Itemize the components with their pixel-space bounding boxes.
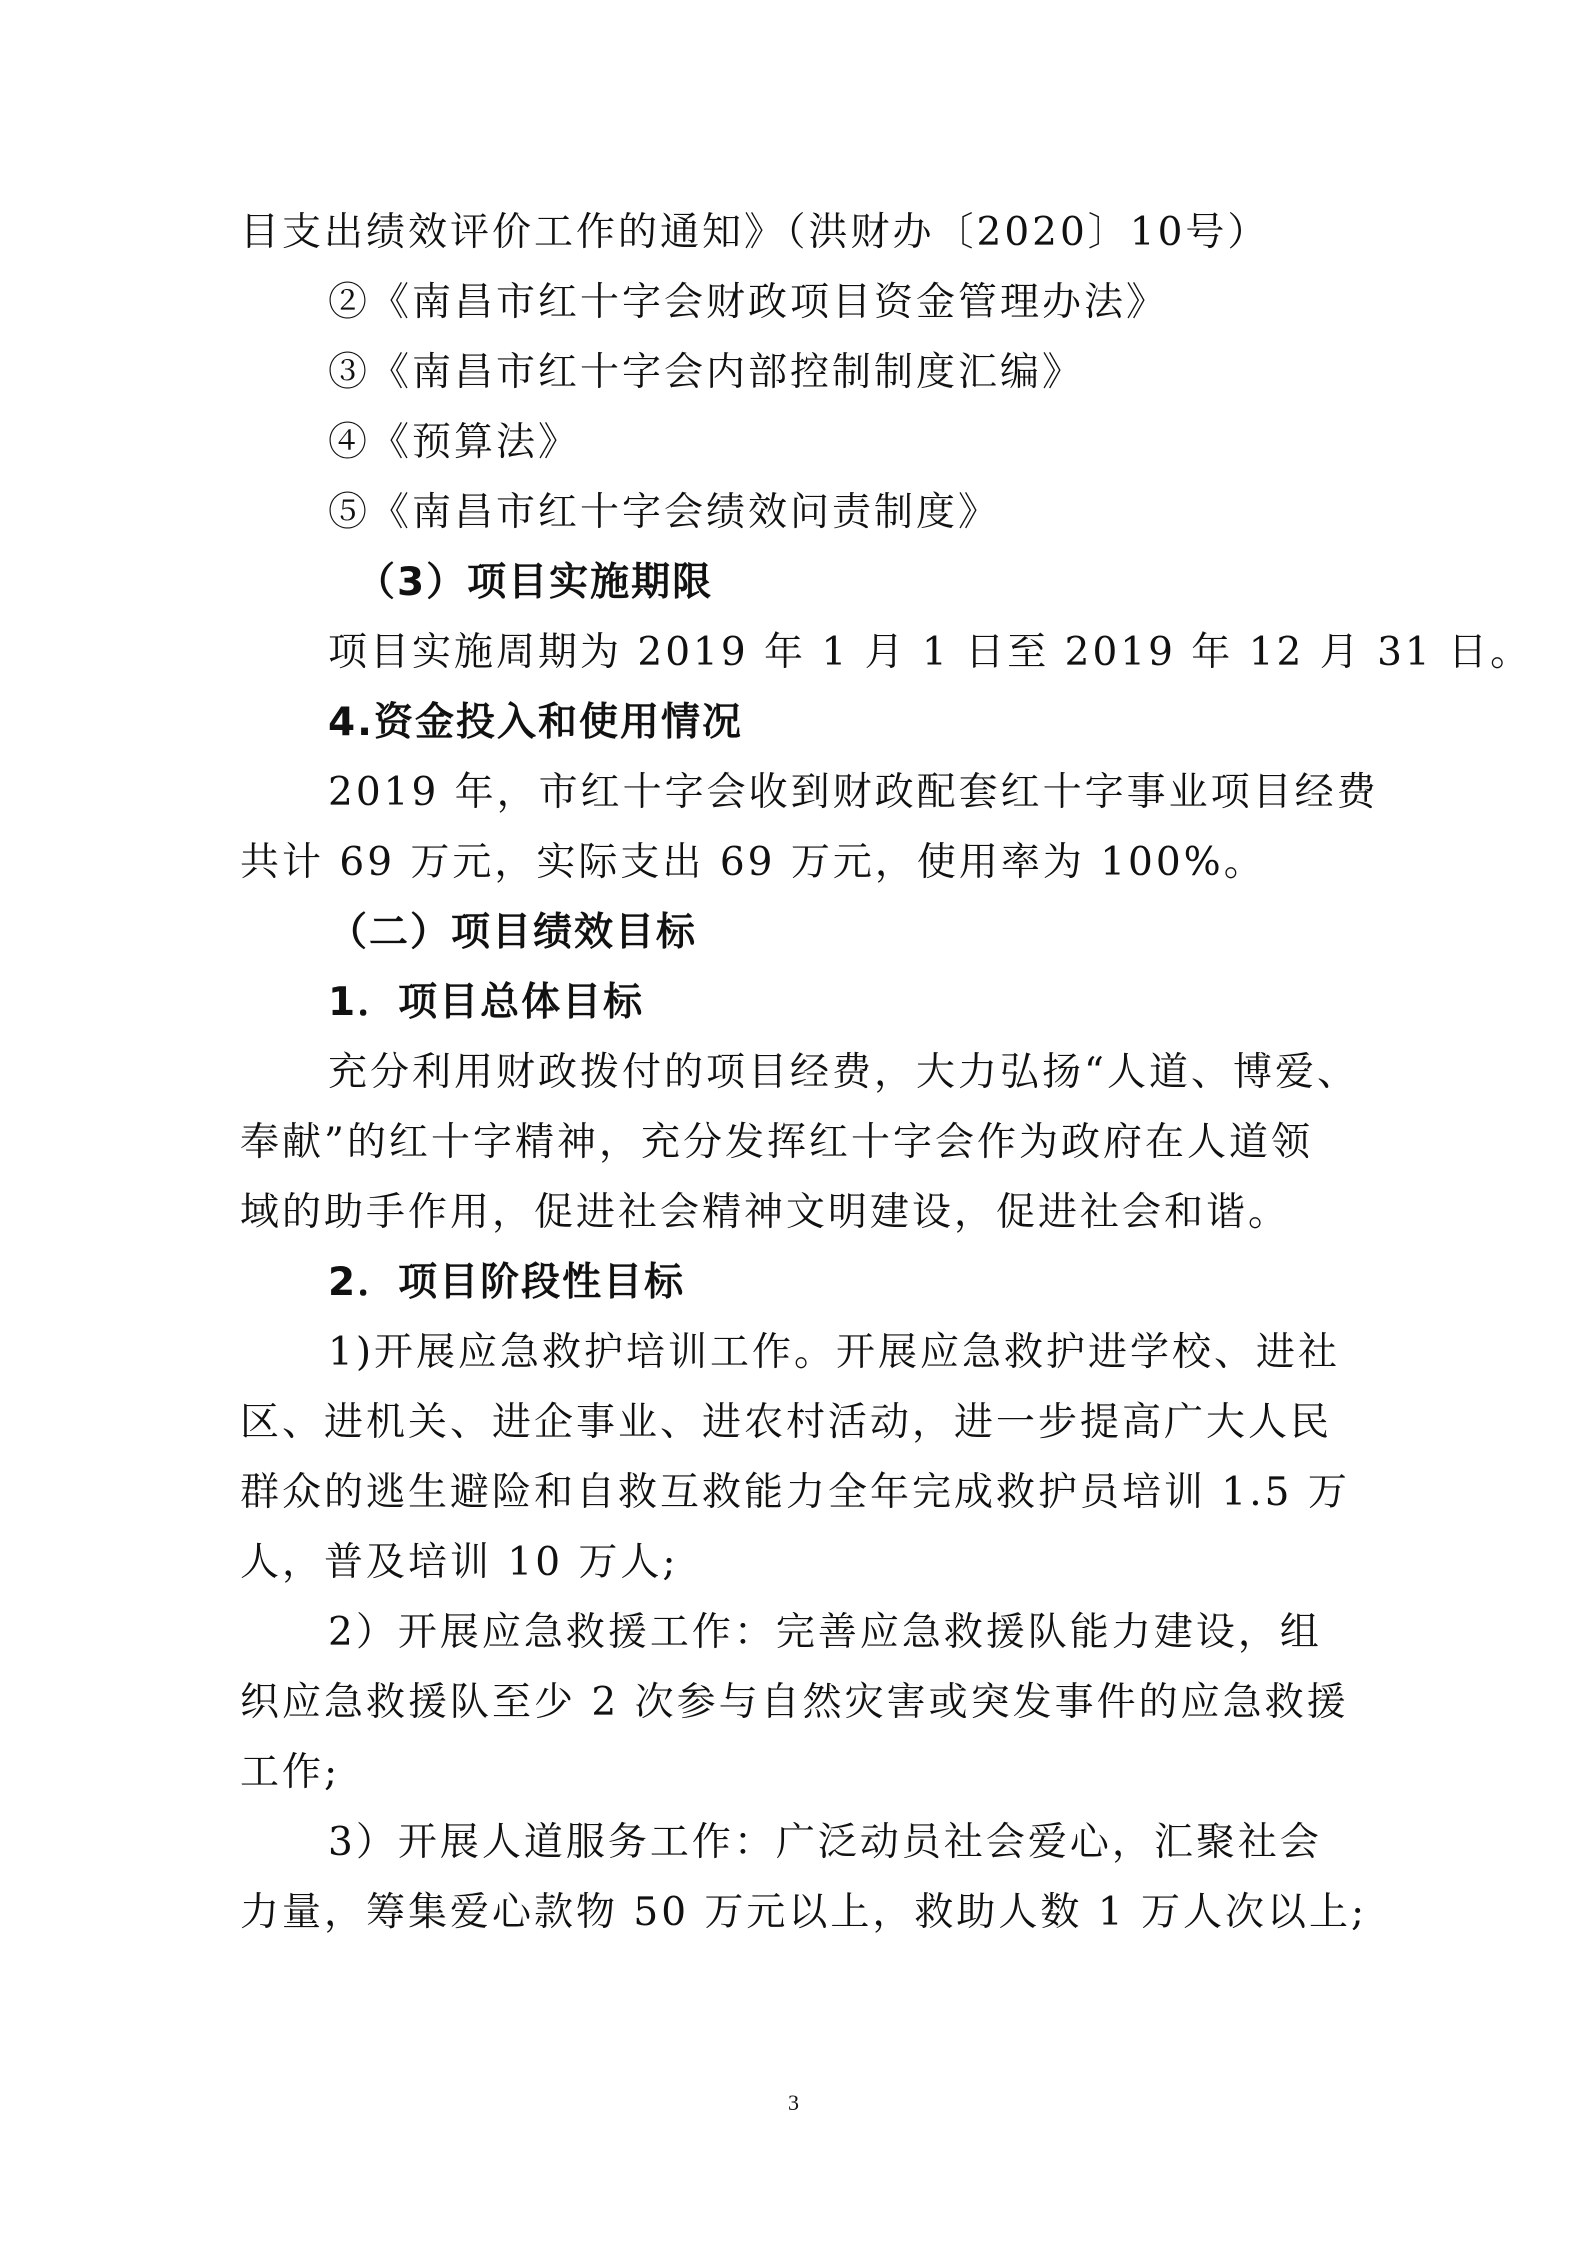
text-line-implementation-period: 项目实施周期为 2019 年 1 月 1 日至 2019 年 12 月 31 日。 — [328, 630, 1533, 675]
section-heading-stage-goals: 2．项目阶段性目标 — [328, 1260, 686, 1305]
text-line-funding-1: 2019 年，市红十字会收到财政配套红十字事业项目经费 — [328, 770, 1379, 815]
text-line-stage-1d: 人，普及培训 10 万人; — [240, 1540, 679, 1585]
text-line-stage-3b: 力量，筹集爱心款物 50 万元以上，救助人数 1 万人次以上; — [240, 1890, 1368, 1935]
list-item-4: ④《预算法》 — [328, 420, 581, 465]
list-item-2: ②《南昌市红十字会财政项目资金管理办法》 — [328, 280, 1169, 325]
text-line-stage-3a: 3）开展人道服务工作：广泛动员社会爱心，汇聚社会 — [328, 1820, 1322, 1865]
list-item-5: ⑤《南昌市红十字会绩效问责制度》 — [328, 490, 1001, 535]
text-line-1: 目支出绩效评价工作的通知》（洪财办〔2020〕10号） — [240, 210, 1270, 255]
list-item-3: ③《南昌市红十字会内部控制制度汇编》 — [328, 350, 1085, 395]
text-line-overall-2: 奉献”的红十字精神，充分发挥红十字会作为政府在人道领 — [240, 1120, 1313, 1165]
text-line-overall-1: 充分利用财政拨付的项目经费，大力弘扬“人道、博爱、 — [328, 1050, 1359, 1095]
text-line-stage-1a: 1)开展应急救护培训工作。开展应急救护进学校、进社 — [328, 1330, 1341, 1375]
text-line-funding-2: 共计 69 万元，实际支出 69 万元，使用率为 100%。 — [240, 840, 1266, 885]
section-heading-performance-goals: （二）项目绩效目标 — [328, 910, 698, 955]
text-line-stage-1b: 区、进机关、进企事业、进农村活动，进一步提高广大人民 — [240, 1400, 1333, 1445]
section-heading-funding: 4.资金投入和使用情况 — [328, 700, 743, 745]
text-line-overall-3: 域的助手作用，促进社会精神文明建设，促进社会和谐。 — [240, 1190, 1291, 1235]
text-line-stage-2b: 织应急救援队至少 2 次参与自然灾害或突发事件的应急救援 — [240, 1680, 1349, 1725]
section-heading-implementation-period: （3）项目实施期限 — [356, 560, 714, 605]
text-line-stage-1c: 群众的逃生避险和自救互救能力全年完成救护员培训 1.5 万 — [240, 1470, 1350, 1515]
page-number: 3 — [788, 2090, 799, 2115]
section-heading-overall-goal: 1．项目总体目标 — [328, 980, 645, 1025]
text-line-stage-2a: 2）开展应急救援工作：完善应急救援队能力建设，组 — [328, 1610, 1322, 1655]
text-line-stage-2c: 工作; — [240, 1750, 341, 1795]
